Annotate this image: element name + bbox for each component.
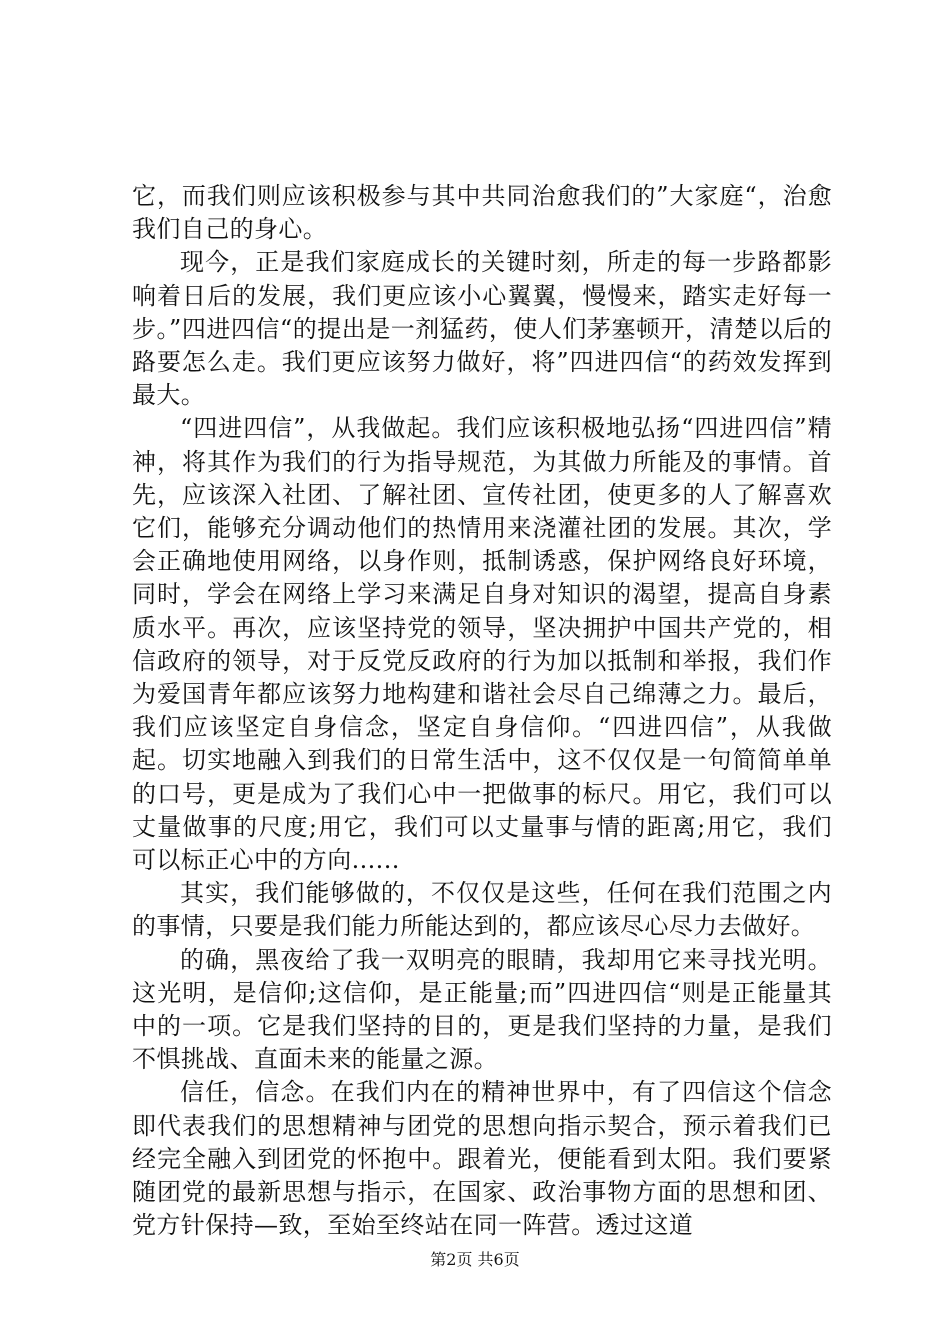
paragraph: 的确，黑夜给了我一双明亮的眼睛，我却用它来寻找光明。这光明，是信仰;这信仰，是正能量;而”四进四信“则是正能量其中的一项。它是我们坚持的目的，更是我们坚持的力量，是我们不惧挑战、直面未来的能量之源。: [132, 945, 832, 1074]
paragraph: 信任，信念。在我们内在的精神世界中，有了四信这个信念即代表我们的思想精神与团党的思想向指示契合，预示着我们已经完全融入到团党的怀抱中。跟着光，便能看到太阳。我们要紧随团党的最新思想与指示，在国家、政治事物方面的思想和团、党方针保持—致，至始至终站在同一阵营。透过这道: [132, 1078, 832, 1240]
document-body: [132, 180, 832, 1243]
paragraph: 现今，正是我们家庭成长的关键时刻，所走的每一步路都影响着日后的发展，我们更应该小心翼翼，慢慢来，踏实走好每一步。”四进四信“的提出是一剂猛药，使人们茅塞顿开，清楚以后的路要怎么走。我们更应该努力做好，将”四进四信“的药效发挥到最大。: [132, 248, 832, 410]
paragraph-continuation: 它，而我们则应该积极参与其中共同治愈我们的”大家庭“，治愈我们自己的身心。: [132, 182, 832, 244]
paragraph: “四进四信”，从我做起。我们应该积极地弘扬“四进四信”精神，将其作为我们的行为指导规范，为其做力所能及的事情。首先，应该深入社团、了解社团、宣传社团，使更多的人了解喜欢它们，能够充分调动他们的热情用来浇灌社团的发展。其次，学会正确地使用网络，以身作则，抵制诱惑，保护网络良好环境，同时，学会在网络上学习来满足自身对知识的渴望，提高自身素质水平。再次，应该坚持党的领导，坚决拥护中国共产党的，相信政府的领导，对于反党反政府的行为加以抵制和举报，我们作为爱国青年都应该努力地构建和谐社会尽自己绵薄之力。最后，我们应该坚定自身信念，坚定自身信仰。“四进四信”，从我做起。切实地融入到我们的日常生活中，这不仅仅是一句简简单单的口号，更是成为了我们心中一把做事的标尺。用它，我们可以丈量做事的尺度;用它，我们可以丈量事与情的距离;用它，我们可以标正心中的方向......: [132, 414, 832, 875]
paragraph: 其实，我们能够做的，不仅仅是这些，任何在我们范围之内的事情，只要是我们能力所能达到的，都应该尽心尽力去做好。: [132, 879, 832, 941]
page-number-footer: 第2页 共6页: [430, 1250, 520, 1269]
